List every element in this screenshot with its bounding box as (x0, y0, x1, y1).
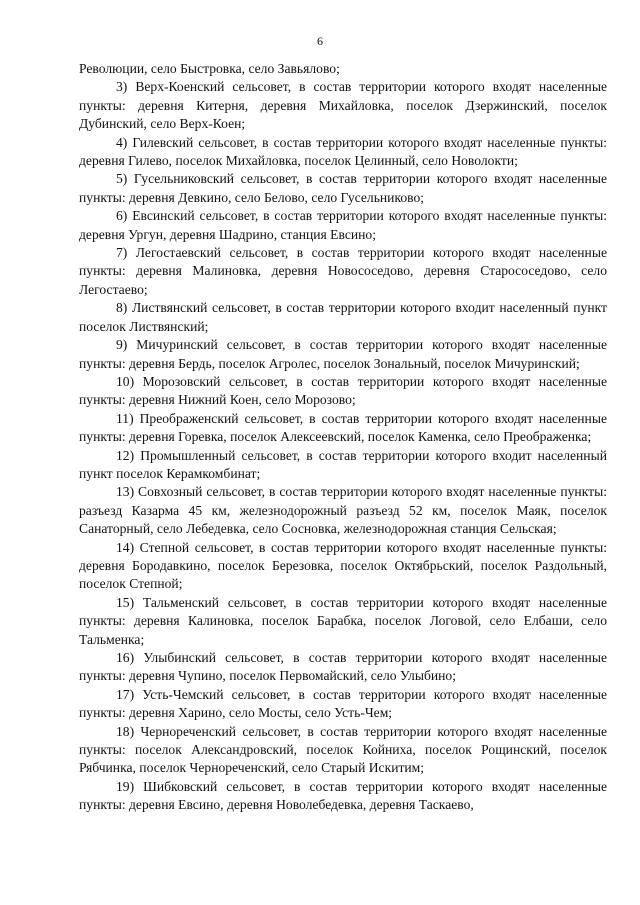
paragraph-item-6: 6) Евсинский сельсовет, в состав территории которого входят населенные пункты: деревня Ургун, деревня Шадрино, станция Евсино; (79, 208, 607, 242)
paragraph-item-13: 13) Совхозный сельсовет, в состав территории которого входят населенные пункты: разъезд Казарма 45 км, железнодорожный разъезд 52 км, поселок Маяк, поселок Санаторный, село Лебедевка, село Сосновка, железнодорожная станция Сельская; (79, 484, 607, 537)
paragraph-item-8: 8) Листвянский сельсовет, в состав территории которого входит населенный пункт поселок Листвянский; (79, 300, 607, 334)
paragraph-item-4: 4) Гилевский сельсовет, в состав территории которого входят населенные пункты: деревня Гилево, поселок Михайловка, поселок Целинный, село Новолокти; (79, 134, 607, 169)
paragraph-item-9: 9) Мичуринский сельсовет, в состав территории которого входят населенные пункты: деревня Бердь, поселок Агролес, поселок Зональный, поселок Мичуринский; (79, 337, 607, 371)
paragraph-item-15: 15) Тальменский сельсовет, в состав территории которого входят населенные пункты: деревня Калиновка, поселок Барабка, поселок Логовой, село Елбаши, село Тальменка; (79, 594, 607, 647)
paragraph-item-7: 7) Легостаевский сельсовет, в состав территории которого входят населенные пункты: деревня Малиновка, деревня Новососедово, деревня Старососедово, село Легостаево; (79, 245, 607, 297)
paragraph-item-18: 18) Чернореченский сельсовет, в состав территории которого входят населенные пункты: поселок Александровский, поселок Койниха, поселок Рощинский, поселок Рябчинка, поселок Чернореченский, село Старый Искитим; (79, 723, 607, 776)
paragraph-item-17: 17) Усть-Чемский сельсовет, в состав территории которого входят населенные пункты: деревня Харино, село Мосты, село Усть-Чем; (79, 686, 607, 721)
paragraph-item-5: 5) Гусельниковский сельсовет, в состав территории которого входят населенные пункты: деревня Девкино, село Белово, село Гусельниково; (79, 171, 607, 205)
paragraph-item-11: 11) Преображенский сельсовет, в состав территории которого входят населенные пункты: деревня Горевка, поселок Алексеевский, поселок Каменка, село Преображенка; (79, 410, 607, 445)
paragraph-item-12: 12) Промышленный сельсовет, в состав территории которого входит населенный пункт поселок Керамкомбинат; (79, 447, 607, 481)
document-body (79, 60, 607, 815)
paragraph-item-14: 14) Степной сельсовет, в состав территории которого входят населенные пункты: деревня Бородавкино, поселок Березовка, поселок Октябрьский, поселок Раздольный, поселок Степной; (79, 539, 607, 592)
paragraph-item-19: 19) Шибковский сельсовет, в состав территории которого входят населенные пункты: деревня Евсино, деревня Новолебедевка, деревня Таскаево, (79, 778, 607, 813)
paragraph-item-10: 10) Морозовский сельсовет, в состав территории которого входят населенные пункты: деревня Нижний Коен, село Морозово; (79, 373, 607, 408)
paragraph-item-16: 16) Улыбинский сельсовет, в состав территории которого входят населенные пункты: деревня Чупино, поселок Первомайский, село Улыбино; (79, 650, 607, 684)
page-number: 6 (317, 34, 323, 48)
paragraph-continuation: Революции, село Быстровка, село Завьялово; (79, 61, 340, 76)
paragraph-item-3: 3) Верх-Коенский сельсовет, в состав территории которого входят населенные пункты: деревня Китерня, деревня Михайловка, поселок Дзержинский, поселок Дубинский, село Верх-Коен; (79, 79, 607, 132)
